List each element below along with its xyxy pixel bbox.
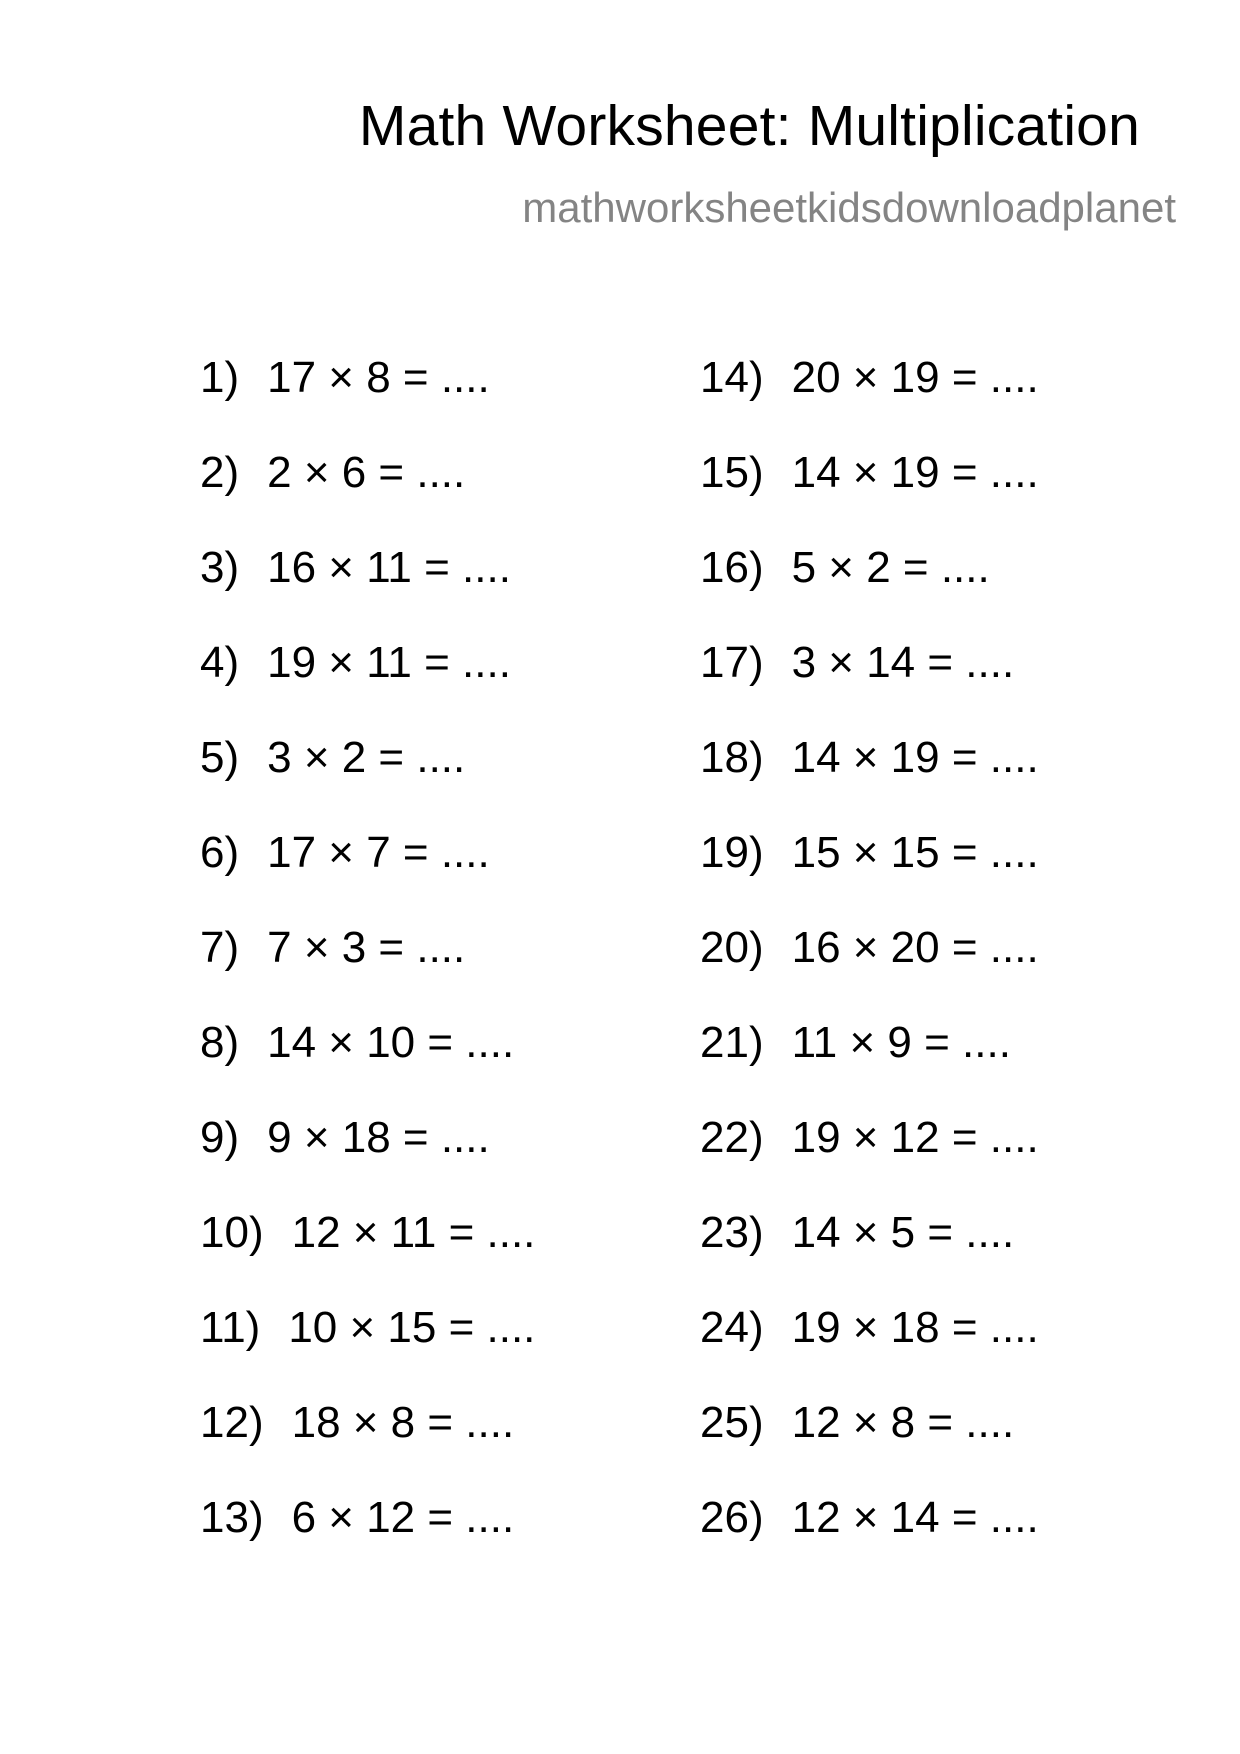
problem-expression: 15 × 15 = .... bbox=[791, 828, 1039, 877]
problem-number: 17) bbox=[700, 638, 764, 687]
problem-number: 22) bbox=[700, 1113, 764, 1162]
problem-item bbox=[200, 1493, 535, 1591]
problem-item bbox=[200, 1018, 535, 1116]
problem-expression: 18 × 8 = .... bbox=[291, 1398, 515, 1447]
problem-expression: 19 × 12 = .... bbox=[791, 1113, 1039, 1162]
problem-item bbox=[700, 543, 1039, 641]
problem-expression: 5 × 2 = .... bbox=[791, 543, 990, 592]
problem-expression: 12 × 11 = .... bbox=[291, 1208, 536, 1257]
problem-item bbox=[700, 638, 1039, 736]
problem-item bbox=[700, 353, 1039, 451]
problem-expression: 12 × 8 = .... bbox=[791, 1398, 1015, 1447]
problem-item bbox=[700, 1493, 1039, 1591]
problem-item bbox=[700, 733, 1039, 831]
problem-number: 25) bbox=[700, 1398, 764, 1447]
problem-number: 26) bbox=[700, 1493, 764, 1542]
problem-number: 8) bbox=[200, 1018, 240, 1067]
problem-number: 10) bbox=[200, 1208, 264, 1257]
problem-number: 23) bbox=[700, 1208, 764, 1257]
problem-item bbox=[200, 638, 535, 736]
problem-expression: 12 × 14 = .... bbox=[791, 1493, 1039, 1542]
problem-number: 5) bbox=[200, 733, 240, 782]
problem-expression: 16 × 11 = .... bbox=[267, 543, 511, 592]
problem-expression: 3 × 14 = .... bbox=[791, 638, 1015, 687]
problem-expression: 9 × 18 = .... bbox=[267, 1113, 490, 1162]
problem-item bbox=[200, 543, 535, 641]
problem-expression: 20 × 19 = .... bbox=[791, 353, 1039, 402]
problem-number: 20) bbox=[700, 923, 764, 972]
problem-number: 21) bbox=[700, 1018, 764, 1067]
problem-number: 4) bbox=[200, 638, 240, 687]
problem-item bbox=[200, 828, 535, 926]
problem-item bbox=[200, 448, 535, 546]
problem-item bbox=[200, 1303, 536, 1401]
problem-number: 12) bbox=[200, 1398, 264, 1447]
problem-expression: 16 × 20 = .... bbox=[791, 923, 1039, 972]
problem-number: 7) bbox=[200, 923, 240, 972]
problem-item bbox=[700, 1113, 1039, 1211]
problem-expression: 11 × 9 = .... bbox=[791, 1018, 1011, 1067]
problem-number: 16) bbox=[700, 543, 764, 592]
problem-expression: 7 × 3 = .... bbox=[267, 923, 466, 972]
page-subtitle: mathworksheetkidsdownloadplanet bbox=[522, 184, 1176, 231]
problem-item bbox=[200, 1113, 535, 1211]
problem-expression: 2 × 6 = .... bbox=[267, 448, 466, 497]
problem-item bbox=[200, 1208, 536, 1306]
problem-number: 18) bbox=[700, 733, 764, 782]
problem-item bbox=[700, 1398, 1039, 1496]
problem-number: 3) bbox=[200, 543, 240, 592]
problem-number: 15) bbox=[700, 448, 764, 497]
problem-item bbox=[200, 353, 535, 451]
problem-expression: 17 × 7 = .... bbox=[267, 828, 490, 877]
problem-item bbox=[700, 448, 1039, 546]
problem-item bbox=[700, 1303, 1039, 1401]
problem-expression: 17 × 8 = .... bbox=[267, 353, 490, 402]
problem-number: 1) bbox=[200, 353, 240, 402]
problem-column-right bbox=[700, 353, 1039, 1591]
problem-item bbox=[200, 733, 535, 831]
problem-column-left bbox=[200, 353, 536, 1591]
page-title: Math Worksheet: Multiplication bbox=[358, 94, 1140, 158]
problem-number: 2) bbox=[200, 448, 240, 497]
problem-number: 19) bbox=[700, 828, 764, 877]
problem-expression: 14 × 10 = .... bbox=[267, 1018, 515, 1067]
problem-item bbox=[700, 923, 1039, 1021]
problem-item bbox=[700, 1018, 1039, 1116]
problem-number: 24) bbox=[700, 1303, 764, 1352]
problem-expression: 14 × 19 = .... bbox=[791, 733, 1039, 782]
problem-number: 13) bbox=[200, 1493, 264, 1542]
problem-number: 14) bbox=[700, 353, 764, 402]
problem-number: 6) bbox=[200, 828, 240, 877]
problem-item bbox=[200, 1398, 535, 1496]
problem-number: 11) bbox=[200, 1303, 261, 1352]
problem-expression: 3 × 2 = .... bbox=[267, 733, 466, 782]
problem-number: 9) bbox=[200, 1113, 240, 1162]
problem-expression: 6 × 12 = .... bbox=[291, 1493, 515, 1542]
problem-item bbox=[700, 828, 1039, 926]
problem-expression: 10 × 15 = .... bbox=[288, 1303, 536, 1352]
problem-expression: 19 × 18 = .... bbox=[791, 1303, 1039, 1352]
problem-expression: 14 × 19 = .... bbox=[791, 448, 1039, 497]
problem-item bbox=[700, 1208, 1039, 1306]
problem-item bbox=[200, 923, 535, 1021]
problem-expression: 19 × 11 = .... bbox=[267, 638, 511, 687]
problem-expression: 14 × 5 = .... bbox=[791, 1208, 1015, 1257]
